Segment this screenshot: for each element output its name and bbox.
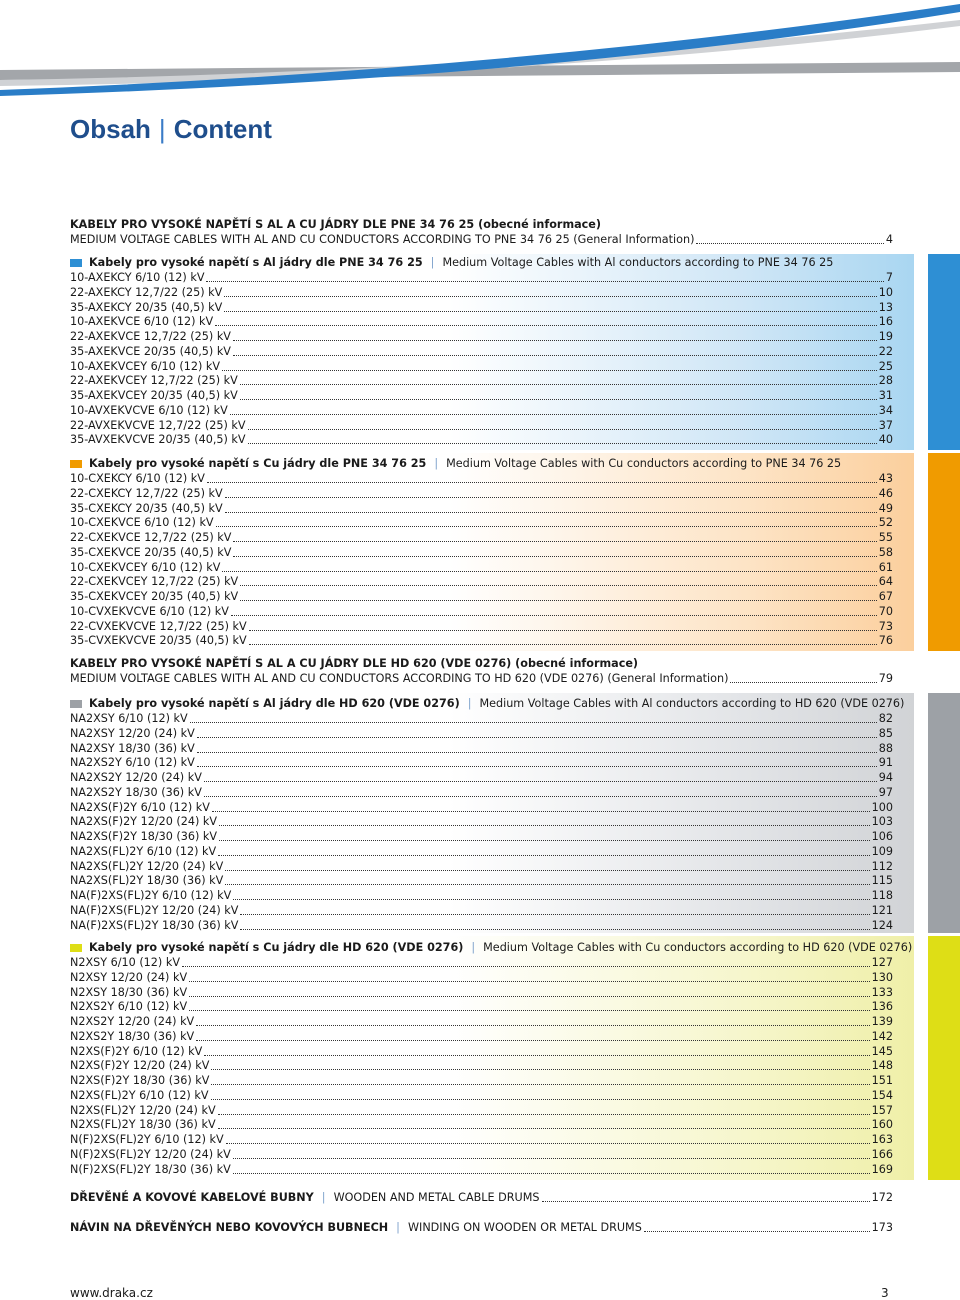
subsection-cz: Kabely pro vysoké napětí s Al jádry dle PNE 34 76 25 [89, 256, 423, 269]
toc-page: 46 [878, 486, 893, 500]
toc-label: 10-CVXEKVCVE 6/10 (12) kV [70, 604, 229, 618]
toc-entry[interactable] [70, 970, 893, 985]
toc-page: 112 [871, 859, 893, 873]
toc-page: 7 [885, 271, 893, 284]
toc-entry[interactable] [70, 1088, 893, 1103]
toc-entry[interactable] [70, 574, 893, 589]
leader-dots [224, 296, 876, 297]
toc-label: 22-CXEKCY 12,7/22 (25) kV [70, 486, 223, 500]
toc-page: 70 [878, 604, 893, 618]
leader-dots [189, 996, 870, 997]
leader-dots [219, 840, 870, 841]
leader-dots [230, 414, 877, 415]
toc-entry[interactable] [70, 1103, 893, 1118]
toc-page: 133 [871, 985, 893, 999]
separator: | [396, 1221, 400, 1234]
toc-page: 16 [878, 315, 893, 329]
subsection-en: Medium Voltage Cables with Cu conductors according to PNE 34 76 25 [446, 457, 842, 470]
leader-dots [226, 1143, 870, 1144]
toc-entry[interactable] [70, 770, 893, 785]
yellow-square-icon [70, 944, 82, 952]
tab-marker-blue [928, 254, 960, 450]
toc-label: NA2XS2Y 6/10 (12) kV [70, 756, 195, 770]
toc-page: 25 [878, 359, 893, 373]
toc-label: 22-AXEKVCEY 12,7/22 (25) kV [70, 374, 238, 388]
toc-label: NA2XS(FL)2Y 12/20 (24) kV [70, 859, 224, 873]
leader-dots [225, 884, 869, 885]
toc-page: 73 [878, 619, 893, 633]
toc-page: 28 [878, 374, 893, 388]
leader-dots [240, 929, 869, 930]
toc-page: 142 [871, 1029, 893, 1043]
leader-dots [225, 497, 877, 498]
toc-page: 67 [878, 590, 893, 603]
toc-page: 43 [878, 472, 893, 485]
toc-entry[interactable] [70, 985, 893, 1000]
toc-page: 85 [878, 726, 893, 740]
toc-page: 148 [871, 1059, 893, 1073]
leader-dots [216, 526, 877, 527]
toc-page: 19 [878, 330, 893, 343]
toc-entry[interactable] [70, 1162, 893, 1177]
toc-entry[interactable] [70, 1132, 893, 1147]
toc-entry[interactable] [70, 999, 893, 1014]
subsection-cz: Kabely pro vysoké napětí s Cu jádry dle HD 620 (VDE 0276) [89, 941, 464, 954]
leader-dots [240, 914, 869, 915]
toc-entry[interactable] [70, 633, 893, 648]
toc-entry[interactable] [70, 711, 893, 726]
toc-page: 61 [878, 560, 893, 574]
leader-dots [204, 796, 877, 797]
leader-dots [196, 1025, 869, 1026]
tab-marker-orange [928, 453, 960, 651]
leader-dots [233, 1173, 870, 1174]
toc-label [70, 1191, 540, 1205]
toc-label: 22-CVXEKVCVE 12,7/22 (25) kV [70, 619, 247, 633]
winding-cz: NÁVIN NA DŘEVĚNÝCH NEBO KOVOVÝCH BUBNECH [70, 1221, 389, 1234]
tab-marker-gray [928, 693, 960, 933]
leader-dots [225, 870, 869, 871]
leader-dots [196, 1040, 869, 1041]
page-title [70, 114, 272, 145]
toc-entry[interactable] [70, 388, 893, 403]
toc-label: NA2XSY 6/10 (12) kV [70, 712, 188, 725]
toc-page: 136 [871, 1000, 893, 1014]
toc-page: 4 [885, 233, 893, 246]
toc-label: NA2XS(F)2Y 18/30 (36) kV [70, 830, 218, 843]
toc-entry[interactable] [70, 859, 893, 874]
toc-label: NA(F)2XS(FL)2Y 18/30 (36) kV [70, 918, 239, 932]
winding-en: WINDING ON WOODEN OR METAL DRUMS [407, 1221, 642, 1234]
toc-label: 35-CXEKCY 20/35 (40,5) kV [70, 501, 223, 515]
subsection-heading-cu-pne [70, 457, 841, 471]
leader-dots [233, 340, 877, 341]
toc-entry-hd-general[interactable] [70, 671, 893, 686]
toc-page: 22 [878, 344, 893, 358]
separator: | [471, 941, 476, 954]
toc-page: 76 [878, 634, 893, 648]
toc-label: 10-CXEKVCEY 6/10 (12) kV [70, 560, 221, 574]
toc-label: N2XS(F)2Y 12/20 (24) kV [70, 1059, 210, 1073]
section-heading-hd: KABELY PRO VYSOKÉ NAPĚTÍ S AL A CU JÁDRY DLE HD 620 (VDE 0276) (obecné informace) [70, 657, 639, 670]
toc-page: 109 [871, 844, 893, 858]
toc-entry[interactable] [70, 359, 893, 374]
toc-page: 100 [871, 800, 893, 814]
toc-page: 106 [871, 830, 893, 843]
toc-entry[interactable] [70, 955, 893, 970]
leader-dots [197, 752, 877, 753]
leader-dots [542, 1201, 870, 1202]
toc-label: 35-AXEKCY 20/35 (40,5) kV [70, 300, 223, 314]
toc-label: NA2XS2Y 12/20 (24) kV [70, 771, 202, 784]
title-cz: Obsah [70, 114, 151, 144]
subsection-heading-al-hd [70, 697, 904, 711]
leader-dots [240, 600, 877, 601]
toc-label: 10-CXEKCY 6/10 (12) kV [70, 472, 205, 485]
toc-entry[interactable] [70, 873, 893, 888]
toc-entry[interactable] [70, 403, 893, 418]
toc-page: 121 [871, 903, 893, 917]
toc-label: MEDIUM VOLTAGE CABLES WITH AL AND CU CONDUCTORS ACCORDING TO HD 620 (VDE 0276) (General Information) [70, 672, 729, 685]
toc-page: 91 [878, 756, 893, 770]
leader-dots [215, 325, 877, 326]
toc-page: 31 [878, 389, 893, 402]
header-swoosh [0, 0, 960, 100]
separator: | [467, 697, 472, 710]
toc-entry[interactable] [70, 1044, 893, 1059]
toc-page: 97 [878, 785, 893, 799]
drums-cz: DŘEVĚNÉ A KOVOVÉ KABELOVÉ BUBNY [70, 1191, 314, 1204]
leader-dots [211, 1084, 869, 1085]
toc-page: 130 [871, 970, 893, 984]
leader-dots [204, 781, 877, 782]
toc-entry[interactable] [70, 300, 893, 315]
leader-dots [240, 585, 877, 586]
toc-label: 35-AVXEKVCVE 20/35 (40,5) kV [70, 433, 246, 447]
toc-label: N2XS2Y 6/10 (12) kV [70, 1000, 188, 1014]
toc-label: 10-AXEKVCEY 6/10 (12) kV [70, 359, 221, 373]
leader-dots [225, 512, 877, 513]
toc-entry[interactable] [70, 373, 893, 388]
toc-label: 22-CXEKVCE 12,7/22 (25) kV [70, 531, 232, 544]
toc-page: 37 [878, 418, 893, 432]
leader-dots [233, 355, 877, 356]
subsection-en: Medium Voltage Cables with Cu conductors according to HD 620 (VDE 0276) [483, 941, 913, 954]
leader-dots [189, 1010, 870, 1011]
toc-label: N2XS2Y 12/20 (24) kV [70, 1015, 195, 1028]
toc-entry-winding[interactable] [70, 1220, 893, 1235]
toc-label: N2XS(FL)2Y 18/30 (36) kV [70, 1118, 216, 1132]
toc-label: N2XS(F)2Y 18/30 (36) kV [70, 1074, 210, 1087]
toc-entry[interactable] [70, 329, 893, 344]
toc-page: 172 [871, 1191, 893, 1204]
section-heading-pne: KABELY PRO VYSOKÉ NAPĚTÍ S AL A CU JÁDRY DLE PNE 34 76 25 (obecné informace) [70, 218, 601, 231]
toc-page: 64 [878, 575, 893, 589]
subsection-en: Medium Voltage Cables with Al conductors according to PNE 34 76 25 [442, 256, 834, 269]
toc-entry[interactable] [70, 1014, 893, 1029]
toc-label: 22-CXEKVCEY 12,7/22 (25) kV [70, 575, 239, 589]
toc-page: 160 [871, 1118, 893, 1132]
toc-entry[interactable] [70, 741, 893, 756]
leader-dots [730, 682, 876, 683]
toc-page: 88 [878, 741, 893, 755]
toc-label: N2XSY 6/10 (12) kV [70, 956, 180, 969]
toc-entry[interactable] [70, 418, 893, 433]
toc-label: 10-AXEKVCE 6/10 (12) kV [70, 315, 214, 329]
leader-dots [207, 482, 877, 483]
toc-entry[interactable] [70, 432, 893, 447]
leader-dots [222, 370, 877, 371]
toc-label: N2XS(FL)2Y 12/20 (24) kV [70, 1103, 216, 1117]
leader-dots [219, 825, 870, 826]
toc-entry[interactable] [70, 844, 893, 859]
leader-dots [206, 281, 883, 282]
toc-label: N(F)2XS(FL)2Y 6/10 (12) kV [70, 1133, 224, 1146]
toc-entry[interactable] [70, 1117, 893, 1132]
toc-label: 35-CVXEKVCVE 20/35 (40,5) kV [70, 634, 247, 648]
leader-dots [248, 443, 877, 444]
toc-page: 58 [878, 545, 893, 559]
toc-label: 35-AXEKVCE 20/35 (40,5) kV [70, 344, 231, 358]
toc-entry[interactable] [70, 888, 893, 903]
leader-dots [240, 399, 877, 400]
leader-dots [249, 644, 877, 645]
toc-entry[interactable] [70, 589, 893, 604]
leader-dots [211, 1099, 870, 1100]
toc-label: 22-AXEKVCE 12,7/22 (25) kV [70, 330, 231, 343]
leader-dots [240, 384, 877, 385]
toc-label: N2XSY 18/30 (36) kV [70, 985, 188, 999]
toc-entry[interactable] [70, 918, 893, 933]
footer-page-number: 3 [881, 1286, 889, 1300]
toc-page: 157 [871, 1103, 893, 1117]
toc-label: N(F)2XS(FL)2Y 12/20 (24) kV [70, 1147, 231, 1161]
toc-page: 166 [871, 1147, 893, 1161]
leader-dots [212, 811, 870, 812]
leader-dots [248, 429, 877, 430]
toc-label: N2XS(F)2Y 6/10 (12) kV [70, 1044, 203, 1058]
toc-entry[interactable] [70, 270, 893, 285]
toc-label [70, 1221, 642, 1235]
toc-entry[interactable] [70, 486, 893, 501]
toc-entry[interactable] [70, 814, 893, 829]
subsection-en: Medium Voltage Cables with Al conductors according to HD 620 (VDE 0276) [479, 697, 905, 710]
subsection-cz: Kabely pro vysoké napětí s Al jádry dle HD 620 (VDE 0276) [89, 697, 460, 710]
leader-dots [211, 1069, 869, 1070]
leader-dots [233, 899, 869, 900]
toc-page: 103 [871, 815, 893, 829]
toc-label: N2XS(FL)2Y 6/10 (12) kV [70, 1088, 209, 1102]
leader-dots [182, 966, 870, 967]
toc-entry[interactable] [70, 800, 893, 815]
drums-en: WOODEN AND METAL CABLE DRUMS [333, 1191, 540, 1204]
leader-dots [218, 1114, 870, 1115]
toc-page: 94 [878, 771, 893, 784]
toc-entry[interactable] [70, 619, 893, 634]
toc-page: 52 [878, 516, 893, 530]
toc-label: 22-AXEKCY 12,7/22 (25) kV [70, 285, 223, 299]
toc-page: 145 [871, 1044, 893, 1058]
toc-label: NA2XS2Y 18/30 (36) kV [70, 785, 202, 799]
toc-label: MEDIUM VOLTAGE CABLES WITH AL AND CU CONDUCTORS ACCORDING TO PNE 34 76 25 (General Information) [70, 233, 695, 246]
toc-entry[interactable] [70, 501, 893, 516]
toc-page: 127 [871, 956, 893, 969]
leader-dots [696, 243, 883, 244]
toc-page: 151 [871, 1074, 893, 1087]
toc-label: 35-AXEKVCEY 20/35 (40,5) kV [70, 389, 238, 402]
toc-page: 49 [878, 501, 893, 515]
toc-label: 10-AVXEKVCVE 6/10 (12) kV [70, 403, 228, 417]
toc-entry[interactable] [70, 285, 893, 300]
leader-dots [233, 1158, 870, 1159]
toc-label: NA(F)2XS(FL)2Y 6/10 (12) kV [70, 889, 232, 902]
leader-dots [218, 1128, 870, 1129]
toc-entry[interactable] [70, 530, 893, 545]
toc-page: 55 [878, 531, 893, 544]
title-en: Content [173, 114, 272, 144]
subsection-cz: Kabely pro vysoké napětí s Cu jádry dle PNE 34 76 25 [89, 457, 427, 470]
blue-square-icon [70, 259, 82, 267]
leader-dots [222, 571, 876, 572]
toc-page: 40 [878, 433, 893, 447]
toc-label: 10-AXEKCY 6/10 (12) kV [70, 271, 205, 284]
toc-entry[interactable] [70, 726, 893, 741]
toc-entry-pne-general[interactable] [70, 232, 893, 247]
toc-entry[interactable] [70, 515, 893, 530]
toc-label: NA2XSY 18/30 (36) kV [70, 741, 195, 755]
toc-label: NA(F)2XS(FL)2Y 12/20 (24) kV [70, 903, 239, 917]
subsection-heading-al-pne [70, 256, 833, 270]
toc-entry[interactable] [70, 560, 893, 575]
toc-page: 139 [871, 1015, 893, 1028]
leader-dots [233, 556, 876, 557]
toc-label: N2XSY 12/20 (24) kV [70, 970, 188, 984]
toc-entry[interactable] [70, 344, 893, 359]
toc-entry[interactable] [70, 314, 893, 329]
leader-dots [644, 1231, 870, 1232]
leader-dots [197, 766, 877, 767]
toc-entry[interactable] [70, 1073, 893, 1088]
tab-marker-yellow [928, 936, 960, 1180]
leader-dots [224, 311, 876, 312]
leader-dots [233, 541, 876, 542]
leader-dots [231, 615, 877, 616]
toc-entry[interactable] [70, 545, 893, 560]
title-separator: | [158, 114, 166, 144]
leader-dots [249, 630, 877, 631]
separator: | [434, 457, 439, 470]
separator: | [430, 256, 435, 269]
separator: | [321, 1191, 326, 1204]
leader-dots [197, 737, 877, 738]
toc-entry[interactable] [70, 903, 893, 918]
toc-entry[interactable] [70, 1058, 893, 1073]
toc-label: N2XS2Y 18/30 (36) kV [70, 1029, 195, 1043]
leader-dots [218, 855, 869, 856]
toc-label: NA2XS(F)2Y 12/20 (24) kV [70, 815, 218, 829]
toc-label: NA2XSY 12/20 (24) kV [70, 726, 195, 740]
toc-page: 118 [871, 889, 893, 902]
toc-label: 10-CXEKVCE 6/10 (12) kV [70, 516, 214, 530]
toc-entry[interactable] [70, 604, 893, 619]
toc-page: 169 [871, 1162, 893, 1176]
toc-label: NA2XS(FL)2Y 6/10 (12) kV [70, 844, 217, 858]
leader-dots [190, 722, 877, 723]
toc-page: 82 [878, 712, 893, 725]
toc-entry[interactable] [70, 755, 893, 770]
toc-label: 22-AVXEKVCVE 12,7/22 (25) kV [70, 418, 246, 432]
toc-label: 35-CXEKVCEY 20/35 (40,5) kV [70, 590, 239, 603]
leader-dots [189, 981, 870, 982]
toc-label: NA2XS(F)2Y 6/10 (12) kV [70, 800, 210, 814]
toc-page: 124 [871, 918, 893, 932]
orange-square-icon [70, 460, 82, 468]
toc-page: 154 [871, 1088, 893, 1102]
toc-page: 115 [871, 874, 893, 888]
toc-page: 79 [878, 672, 893, 685]
toc-label: N(F)2XS(FL)2Y 18/30 (36) kV [70, 1162, 231, 1176]
toc-entry[interactable] [70, 1029, 893, 1044]
toc-label: 35-CXEKVCE 20/35 (40,5) kV [70, 545, 232, 559]
toc-entry[interactable] [70, 829, 893, 844]
toc-page: 163 [871, 1133, 893, 1146]
toc-entry[interactable] [70, 1147, 893, 1162]
toc-page: 13 [878, 300, 893, 314]
toc-page: 10 [878, 285, 893, 299]
toc-page: 173 [871, 1221, 893, 1234]
toc-entry-drums[interactable] [70, 1190, 893, 1205]
toc-entry[interactable] [70, 785, 893, 800]
leader-dots [204, 1055, 869, 1056]
gray-square-icon [70, 700, 82, 708]
subsection-heading-cu-hd [70, 941, 912, 955]
toc-page: 34 [878, 403, 893, 417]
toc-label: NA2XS(FL)2Y 18/30 (36) kV [70, 874, 224, 888]
footer-url[interactable]: www.draka.cz [70, 1286, 153, 1300]
toc-entry[interactable] [70, 471, 893, 486]
